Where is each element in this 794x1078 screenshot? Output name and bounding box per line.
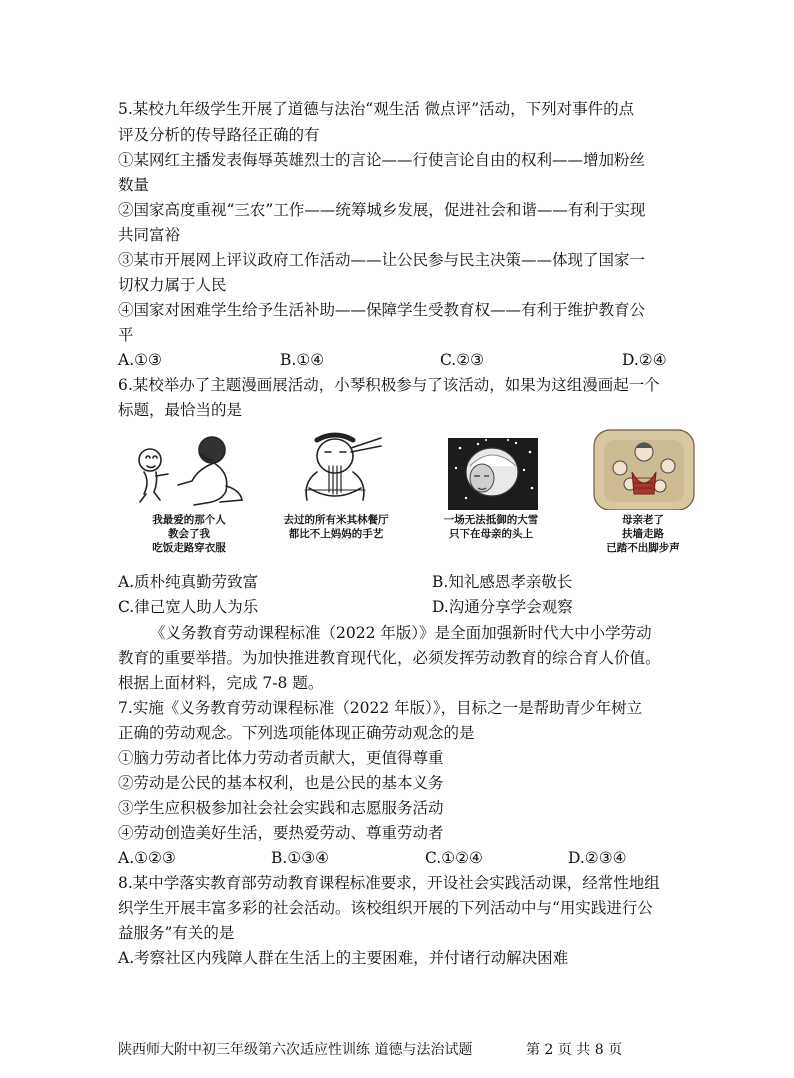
q5-stem-cont: 评及分析的传导路径正确的有 [118, 126, 320, 144]
footer-exam-title: 陕西师大附中初三年级第六次适应性训练 道德与法治试题 [118, 1042, 473, 1058]
q7-stem: 7.实施《义务教育劳动课程标准（2022 年版）》，目标之一是帮助青少年树立 [118, 699, 643, 717]
q7-item-4: ④劳动创造美好生活，要热爱劳动、尊重劳动者 [118, 824, 444, 842]
q7-option-b[interactable]: B.①③④ [271, 849, 330, 867]
q5-item-3-cont: 切权力属于人民 [118, 276, 227, 294]
comic-panel-4 [572, 428, 714, 568]
q5-item-4: ④国家对困难学生给予生活补助——保障学生受教育权——有利于维护教育公 [118, 301, 646, 319]
q7-stem-cont: 正确的劳动观念。下列选项能体现正确劳动观念的是 [118, 724, 475, 742]
comic-3-caption-line-2: 只下在母亲的头上 [449, 528, 533, 540]
q6-option-d[interactable]: D.沟通分享学会观察 [432, 598, 573, 616]
q5-stem: 5.某校九年级学生开展了道德与法治“观生活 微点评”活动，下列对事件的点 [118, 100, 635, 118]
comic-3-caption-line-1: 一场无法抵御的大雪 [443, 514, 539, 526]
comic-4-caption-line-2: 扶墙走路 [622, 528, 664, 540]
q8-stem-cont: 织学生开展丰富多彩的社会活动。该校组织开展的下列活动中与“用实践进行公 [118, 899, 653, 917]
q5-option-a[interactable]: A.①③ [118, 351, 162, 369]
q8-stem: 8.某中学落实教育部劳动教育课程标准要求，开设社会实践活动课，经常性地组 [118, 874, 660, 892]
material-line-1: 《义务教育劳动课程标准（2022 年版）》是全面加强新时代大中小学劳动 [150, 624, 652, 642]
q6-stem: 6.某校举办了主题漫画展活动，小琴积极参与了该活动，如果为这组漫画起一个 [118, 376, 660, 394]
q6-option-c[interactable]: C.律己宽人助人为乐 [118, 598, 259, 616]
q5-item-3: ③某市开展网上评议政府工作活动——让公民参与民主决策——体现了国家一 [118, 251, 646, 269]
q7-item-2: ②劳动是公民的基本权利，也是公民的基本义务 [118, 774, 444, 792]
q7-item-3: ③学生应积极参加社会社会实践和志愿服务活动 [118, 799, 444, 817]
q5-item-1: ①某网红主播发表侮辱英雄烈士的言论——行使言论自由的权利——增加粉丝 [118, 151, 646, 169]
q7-option-a[interactable]: A.①②③ [118, 849, 176, 867]
q7-item-1: ①脑力劳动者比体力劳动者贡献大，更值得尊重 [118, 749, 444, 767]
material-line-2: 教育的重要举措。为加快推进教育现代化，必须发挥劳动教育的综合育人价值。 [118, 649, 661, 667]
q5-option-b[interactable]: B.①④ [280, 351, 325, 369]
q5-item-2-cont: 共同富裕 [118, 226, 181, 244]
q6-stem-cont: 标题，最恰当的是 [118, 401, 243, 419]
comic-2-caption-line-2: 都比不上妈妈的手艺 [288, 528, 384, 540]
q5-option-d[interactable]: D.②④ [622, 351, 667, 369]
comic-panel-1 [118, 428, 260, 568]
q7-option-d[interactable]: D.②③④ [568, 849, 627, 867]
q5-item-1-cont: 数量 [118, 176, 150, 194]
family-sofa-knitting-icon [572, 428, 714, 510]
comic-1-caption-line-3: 吃饭走路穿衣服 [152, 542, 226, 554]
comic-2-caption-line-1: 去过的所有米其林餐厅 [283, 514, 389, 526]
footer-page-number: 第 2 页 共 8 页 [526, 1042, 623, 1058]
elderly-woman-snow-icon [420, 428, 562, 510]
q7-option-c[interactable]: C.①②④ [425, 849, 483, 867]
q6-option-a[interactable]: A.质朴纯真勤劳致富 [118, 573, 259, 591]
material-line-3: 根据上面材料，完成 7-8 题。 [118, 674, 324, 692]
comic-1-caption-line-2: 教会了我 [168, 528, 210, 540]
comic-panel-2 [265, 428, 407, 568]
q5-item-4-cont: 平 [118, 326, 134, 344]
comic-panel-3 [420, 428, 562, 568]
q8-stem-cont-2: 益服务”有关的是 [118, 924, 235, 942]
q8-option-a[interactable]: A.考察社区内残障人群在生活上的主要困难，并付诸行动解决困难 [118, 949, 569, 967]
child-walking-to-mother-icon [118, 428, 260, 510]
boy-eating-noodles-icon [265, 428, 407, 510]
q5-item-2: ②国家高度重视“三农”工作——统筹城乡发展，促进社会和谐——有利于实现 [118, 201, 646, 219]
q5-option-c[interactable]: C.②③ [440, 351, 485, 369]
q6-option-b[interactable]: B.知礼感恩孝亲敬长 [432, 573, 573, 591]
comic-4-caption-line-3: 已踏不出脚步声 [606, 542, 680, 554]
comic-1-caption-line-1: 我最爱的那个人 [152, 514, 226, 526]
comic-4-caption-line-1: 母亲老了 [622, 514, 664, 526]
